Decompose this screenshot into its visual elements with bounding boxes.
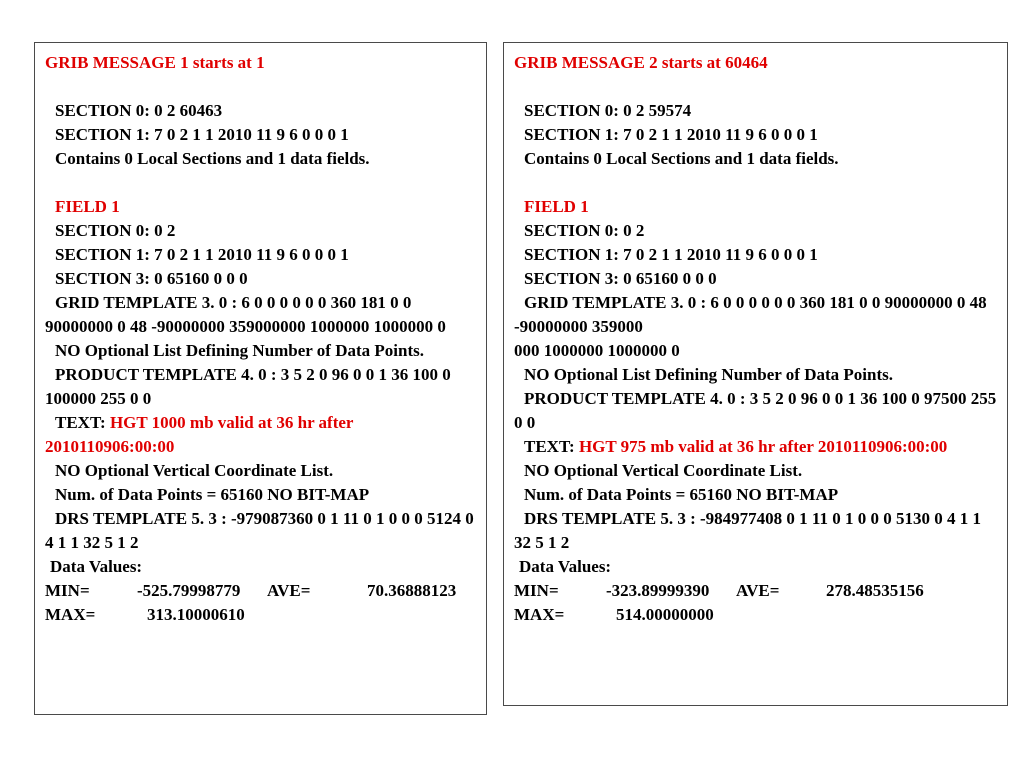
text-label: TEXT: bbox=[55, 413, 110, 432]
field-section-0-line: SECTION 0: 0 2 bbox=[524, 221, 645, 240]
contains-line: Contains 0 Local Sections and 1 data fields. bbox=[55, 149, 370, 168]
text-line bbox=[514, 435, 997, 459]
max-line bbox=[514, 603, 997, 627]
vertical-coordinate-line: NO Optional Vertical Coordinate List. bbox=[524, 461, 803, 480]
grid-template-continued-line: 000 1000000 1000000 0 bbox=[514, 341, 680, 360]
grib-message-1-panel bbox=[34, 42, 487, 715]
text-label: TEXT: bbox=[524, 437, 579, 456]
optional-list-line bbox=[45, 339, 476, 363]
min-label: MIN= bbox=[514, 581, 559, 600]
section-1-line: SECTION 1: 7 0 2 1 1 2010 11 9 6 0 0 0 1 bbox=[524, 125, 818, 144]
min-ave-line bbox=[514, 579, 997, 603]
product-template-line bbox=[45, 363, 476, 411]
field-section-1-line: SECTION 1: 7 0 2 1 1 2010 11 9 6 0 0 0 1 bbox=[524, 245, 818, 264]
drs-template-text: DRS TEMPLATE 5. 3 : -979087360 0 1 11 0 1 0 0 0 5124 0 4 1 1 32 5 1 2 bbox=[45, 509, 474, 552]
grid-template-line bbox=[514, 291, 997, 339]
section-0-line: SECTION 0: 0 2 59574 bbox=[524, 101, 692, 120]
max-line bbox=[45, 603, 476, 627]
min-label: MIN= bbox=[45, 581, 90, 600]
max-label: MAX= bbox=[514, 605, 565, 624]
min-value: -323.89999390 bbox=[606, 581, 710, 600]
grid-template-text: GRID TEMPLATE 3. 0 : 6 0 0 0 0 0 0 360 181 0 0 90000000 0 48 -90000000 359000000 1000000 1000000 0 bbox=[45, 293, 446, 336]
grid-template-text: GRID TEMPLATE 3. 0 : 6 0 0 0 0 0 0 360 181 0 0 90000000 0 48 -90000000 359000 bbox=[514, 293, 987, 336]
spacer bbox=[45, 171, 476, 195]
contains-line: Contains 0 Local Sections and 1 data fields. bbox=[524, 149, 839, 168]
field-section-0-line: SECTION 0: 0 2 bbox=[55, 221, 176, 240]
max-label: MAX= bbox=[45, 605, 96, 624]
data-values-label: Data Values: bbox=[50, 557, 143, 576]
max-value: 313.10000610 bbox=[147, 605, 245, 624]
message-header: GRIB MESSAGE 1 starts at 1 bbox=[45, 53, 265, 72]
product-template-line bbox=[514, 387, 997, 435]
text-value: HGT 975 mb valid at 36 hr after 2010110906:00:00 bbox=[578, 437, 948, 456]
vertical-coordinate-line: NO Optional Vertical Coordinate List. bbox=[55, 461, 334, 480]
data-values-label: Data Values: bbox=[519, 557, 612, 576]
text-value: HGT 1000 mb valid at 36 hr after 2010110906:00:00 bbox=[45, 413, 354, 456]
message-header: GRIB MESSAGE 2 starts at 60464 bbox=[514, 53, 768, 72]
max-value: 514.00000000 bbox=[616, 605, 714, 624]
optional-list-line: NO Optional List Defining Number of Data Points. bbox=[524, 365, 893, 384]
text-line bbox=[45, 411, 476, 459]
ave-value: 70.36888123 bbox=[367, 581, 457, 600]
min-ave-line bbox=[45, 579, 476, 603]
ave-label: AVE= bbox=[736, 581, 780, 600]
drs-template-text: DRS TEMPLATE 5. 3 : -984977408 0 1 11 0 1 0 0 0 5130 0 4 1 1 32 5 1 2 bbox=[514, 509, 981, 552]
product-template-text: PRODUCT TEMPLATE 4. 0 : 3 5 2 0 96 0 0 1 36 100 0 97500 255 0 0 bbox=[514, 389, 997, 432]
product-template-text: PRODUCT TEMPLATE 4. 0 : 3 5 2 0 96 0 0 1 36 100 0 100000 255 0 0 bbox=[45, 365, 451, 408]
grid-template-line bbox=[45, 291, 476, 339]
min-value: -525.79998779 bbox=[137, 581, 241, 600]
field-title: FIELD 1 bbox=[524, 197, 589, 216]
spacer bbox=[514, 171, 997, 195]
spacer bbox=[45, 75, 476, 99]
section-0-line: SECTION 0: 0 2 60463 bbox=[55, 101, 223, 120]
field-section-3-line: SECTION 3: 0 65160 0 0 0 bbox=[524, 269, 717, 288]
num-points-line: Num. of Data Points = 65160 NO BIT-MAP bbox=[55, 485, 370, 504]
field-section-1-line: SECTION 1: 7 0 2 1 1 2010 11 9 6 0 0 0 1 bbox=[55, 245, 349, 264]
drs-template-line bbox=[45, 507, 476, 555]
field-title: FIELD 1 bbox=[55, 197, 120, 216]
ave-label: AVE= bbox=[267, 581, 311, 600]
section-1-line: SECTION 1: 7 0 2 1 1 2010 11 9 6 0 0 0 1 bbox=[55, 125, 349, 144]
num-points-line: Num. of Data Points = 65160 NO BIT-MAP bbox=[524, 485, 839, 504]
drs-template-line bbox=[514, 507, 997, 555]
grib-message-2-panel bbox=[503, 42, 1008, 706]
field-section-3-line: SECTION 3: 0 65160 0 0 0 bbox=[55, 269, 248, 288]
optional-list-text: NO Optional List Defining Number of Data Points. bbox=[55, 341, 424, 360]
spacer bbox=[514, 75, 997, 99]
ave-value: 278.48535156 bbox=[826, 581, 924, 600]
